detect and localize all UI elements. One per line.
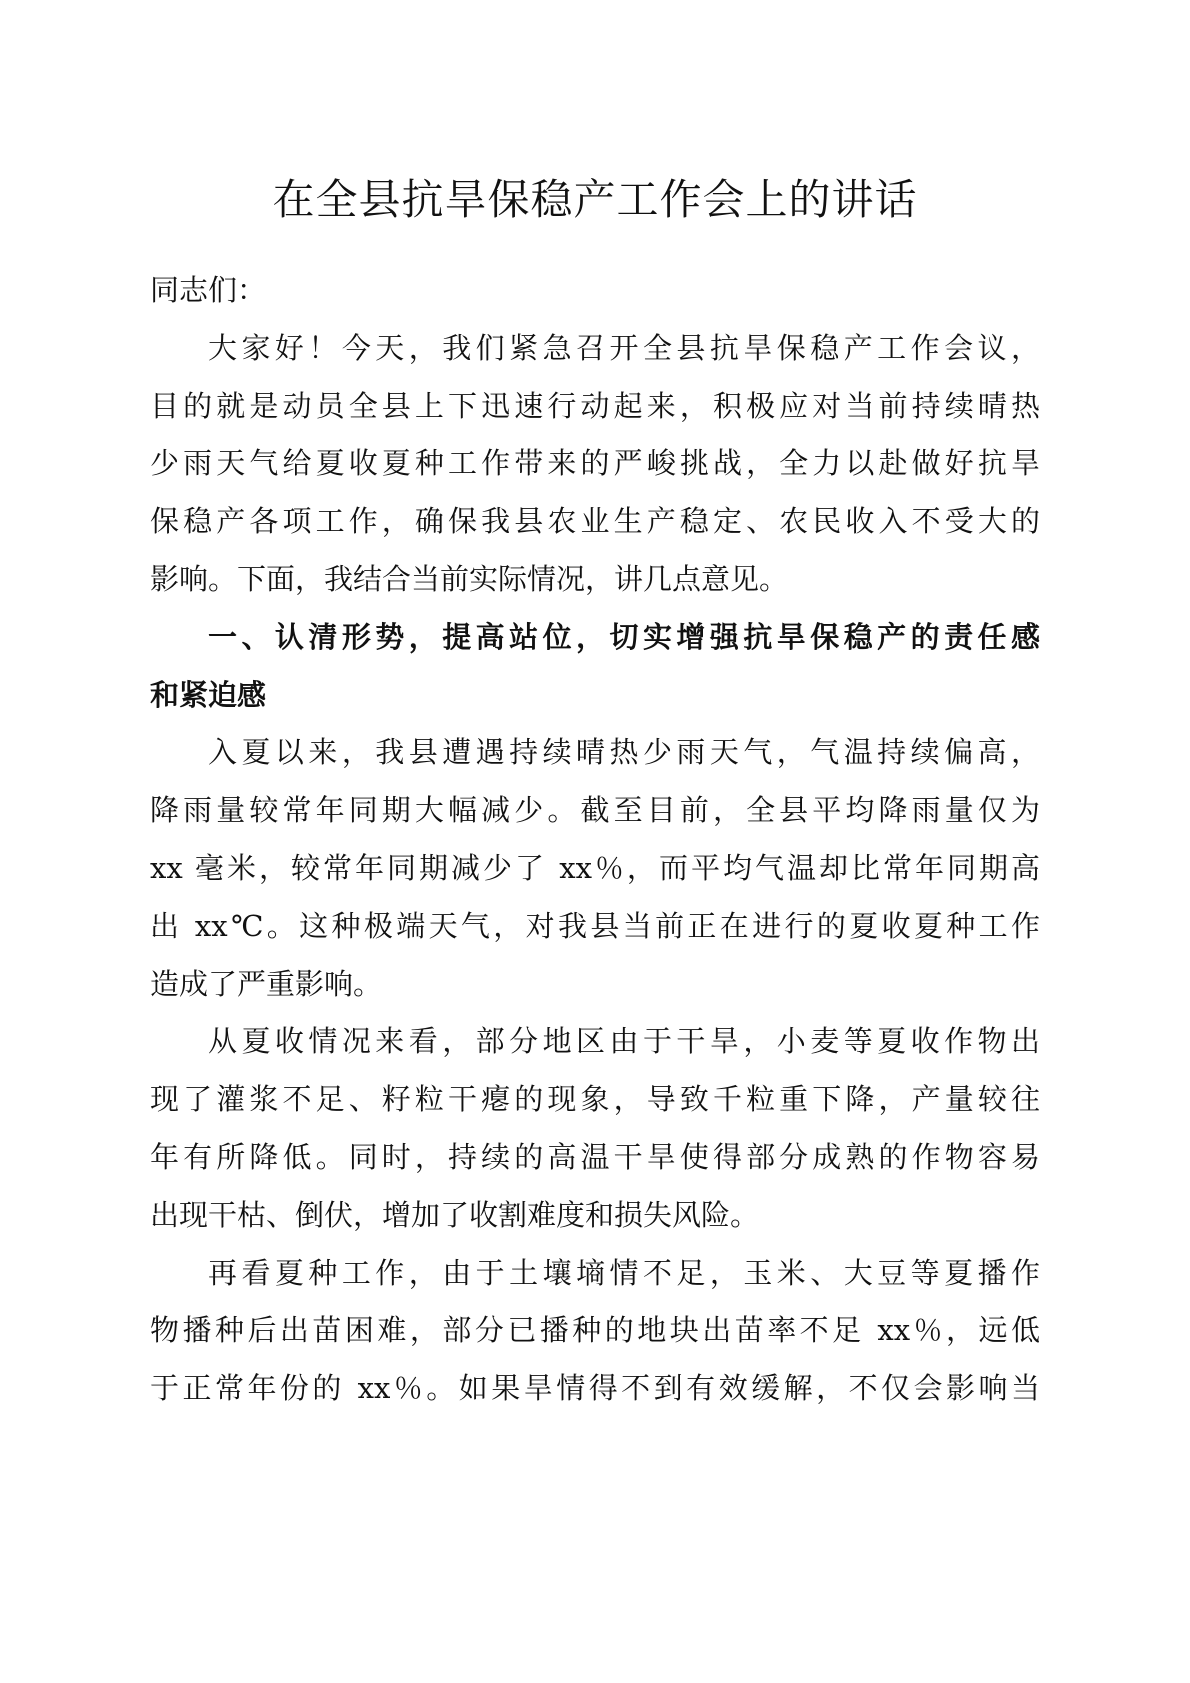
paragraph-line: 入夏以来，我县遭遇持续晴热少雨天气，气温持续偏高， [208, 735, 1040, 770]
paragraph-line: 目的就是动员全县上下迅速行动起来，积极应对当前持续晴热 [150, 388, 1040, 423]
section-heading-line: 一、认清形势，提高站位，切实增强抗旱保稳产的责任感 [208, 619, 1040, 654]
paragraph-line: 出 xx℃。这种极端天气，对我县当前正在进行的夏收夏种工作 [150, 908, 1040, 943]
paragraph-line: 保稳产各项工作，确保我县农业生产稳定、农民收入不受大的 [150, 504, 1040, 539]
paragraph-line: 年有所降低。同时，持续的高温干旱使得部分成熟的作物容易 [150, 1139, 1040, 1174]
paragraph-line: 造成了严重影响。 [150, 966, 383, 1001]
paragraph-line: 于正常年份的 xx％。如果旱情得不到有效缓解，不仅会影响当 [150, 1371, 1040, 1406]
paragraph-line: 物播种后出苗困难，部分已播种的地块出苗率不足 xx％，远低 [150, 1313, 1040, 1348]
paragraph-line: 从夏收情况来看，部分地区由于干旱，小麦等夏收作物出 [208, 1024, 1040, 1059]
document-title: 在全县抗旱保稳产工作会上的讲话 [272, 175, 918, 224]
paragraph-line: 少雨天气给夏收夏种工作带来的严峻挑战，全力以赴做好抗旱 [150, 446, 1040, 481]
section-heading-line: 和紧迫感 [150, 677, 267, 712]
paragraph-line: 现了灌浆不足、籽粒干瘪的现象，导致千粒重下降，产量较往 [150, 1082, 1040, 1117]
paragraph-line: 同志们： [150, 273, 267, 307]
paragraph-line: 出现干枯、倒伏，增加了收割难度和损失风险。 [150, 1197, 760, 1232]
document-body [150, 262, 1040, 1418]
paragraph-line: 降雨量较常年同期大幅减少。截至目前，全县平均降雨量仅为 [150, 793, 1040, 828]
paragraph-line: 再看夏种工作，由于土壤墒情不足，玉米、大豆等夏播作 [208, 1255, 1040, 1290]
paragraph-line: xx 毫米，较常年同期减少了 xx％，而平均气温却比常年同期高 [150, 850, 1040, 885]
paragraph-line: 大家好！今天，我们紧急召开全县抗旱保稳产工作会议， [208, 330, 1040, 365]
paragraph-line: 影响。下面，我结合当前实际情况，讲几点意见。 [150, 561, 789, 596]
